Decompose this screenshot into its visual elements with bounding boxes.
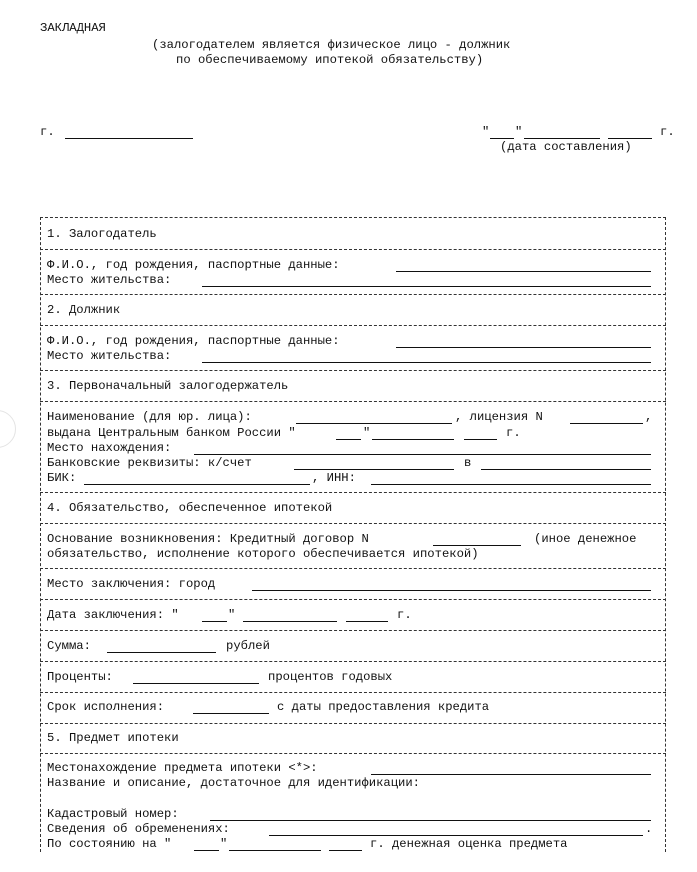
row-separator [40,523,666,524]
section5-encumbrance-label: Сведения об обременениях: [47,822,230,836]
row-separator [40,325,666,326]
city-blank[interactable] [65,138,193,139]
section4-sum-blank[interactable] [107,652,216,653]
section4-basis-note: (иное денежное [534,532,637,546]
date-year-suffix: г. [660,125,675,139]
table-left-border [40,217,41,852]
section4-date-label: Дата заключения: " [47,608,179,622]
section3-title: 3. Первоначальный залогодержатель [47,379,289,393]
row-separator [40,692,666,693]
row-separator [40,568,666,569]
row-separator [40,294,666,295]
section4-date-quote-close: " [228,608,236,622]
section3-license-label: , лицензия N [455,410,543,424]
document-title: ЗАКЛАДНАЯ [40,21,106,35]
row-separator [40,753,666,754]
section3-issued-month-blank[interactable] [372,439,454,440]
section2-fio-label: Ф.И.О., год рождения, паспортные данные: [47,334,340,348]
row-separator [40,723,666,724]
section4-term-blank[interactable] [193,713,269,714]
date-quote-open: " [482,125,490,139]
section2-title: 2. Должник [47,303,121,317]
section3-issued-quote-close: " [363,426,371,440]
section5-title: 5. Предмет ипотеки [47,731,179,745]
section4-term-unit: с даты предоставления кредита [277,700,490,714]
section5-description-label: Название и описание, достаточное для идентификации: [47,776,420,790]
section4-place-blank[interactable] [252,590,651,591]
section2-residence-label: Место жительства: [47,349,172,363]
date-month-blank[interactable] [524,138,600,139]
section5-cadastral-label: Кадастровый номер: [47,807,179,821]
row-separator [40,370,666,371]
section4-date-month-blank[interactable] [243,621,337,622]
section2-fio-blank[interactable] [396,347,651,348]
section5-as-of-label: По состоянию на " [47,837,172,851]
date-year-blank[interactable] [608,138,652,139]
document-subtitle-line1: (залогодателем является физическое лицо - должник [152,38,511,52]
section4-term-label: Срок исполнения: [47,700,165,714]
section1-fio-blank[interactable] [396,271,651,272]
section3-license-blank[interactable] [570,423,643,424]
section5-as-of-year-blank[interactable] [329,850,362,851]
section4-date-year-suffix: г. [397,608,412,622]
section3-name-blank[interactable] [296,423,452,424]
section3-in-label: в [464,456,472,470]
city-prefix: г. [40,125,55,139]
section3-name-label: Наименование (для юр. лица): [47,410,252,424]
section5-encumbrance-blank[interactable] [269,835,643,836]
section3-bik-blank[interactable] [84,484,310,485]
section3-inn-blank[interactable] [371,484,651,485]
section3-comma: , [645,410,653,424]
section4-interest-label: Проценты: [47,670,113,684]
document-subtitle-line2: по обеспечиваемому ипотекой обязательству) [176,53,484,67]
section3-bank-blank[interactable] [481,469,651,470]
row-separator [40,661,666,662]
section3-location-blank[interactable] [194,454,651,455]
section5-as-of-quote-close: " [220,837,228,851]
section5-cadastral-blank[interactable] [210,820,651,821]
section5-location-blank[interactable] [371,774,651,775]
table-right-border [665,217,666,852]
section3-account-blank[interactable] [294,469,454,470]
date-day-blank[interactable] [490,138,514,139]
section3-bank-details-label: Банковские реквизиты: к/счет [47,456,252,470]
section3-issued-year-blank[interactable] [464,439,497,440]
section3-bik-label: БИК: [47,471,77,485]
section4-interest-unit: процентов годовых [268,670,393,684]
scroll-indicator[interactable] [0,410,16,448]
section4-place-label: Место заключения: город [47,577,216,591]
section4-title: 4. Обязательство, обеспеченное ипотекой [47,501,333,515]
row-separator [40,401,666,402]
section1-title: 1. Залогодатель [47,227,157,241]
section5-as-of-day-blank[interactable] [194,850,219,851]
section1-residence-label: Место жительства: [47,273,172,287]
section5-as-of-month-blank[interactable] [229,850,321,851]
section4-basis-line2: обязательство, исполнение которого обеспечивается ипотекой) [47,547,479,561]
date-caption: (дата составления) [500,140,632,154]
row-separator [40,249,666,250]
section3-issued-day-blank[interactable] [336,439,361,440]
section4-sum-unit: рублей [226,639,270,653]
section5-location-label: Местонахождение предмета ипотеки <*>: [47,761,318,775]
section4-sum-label: Сумма: [47,639,91,653]
section1-fio-label: Ф.И.О., год рождения, паспортные данные: [47,258,340,272]
section3-inn-label: , ИНН: [312,471,356,485]
section4-contract-number-blank[interactable] [433,545,521,546]
table-top-border [40,217,666,218]
section3-issued-year-suffix: г. [506,426,521,440]
row-separator [40,630,666,631]
section2-residence-blank[interactable] [202,362,651,363]
row-separator [40,599,666,600]
row-separator [40,492,666,493]
section4-date-year-blank[interactable] [346,621,388,622]
section4-date-day-blank[interactable] [202,621,227,622]
section5-period: . [645,822,653,836]
date-quote-close: " [515,125,523,139]
section1-residence-blank[interactable] [202,286,651,287]
section5-valuation-label: г. денежная оценка предмета [370,837,568,851]
section4-interest-blank[interactable] [133,683,259,684]
section3-issued-label: выдана Центральным банком России " [47,426,296,440]
section4-basis-label: Основание возникновения: Кредитный договор N [47,532,369,546]
section3-location-label: Место нахождения: [47,441,172,455]
